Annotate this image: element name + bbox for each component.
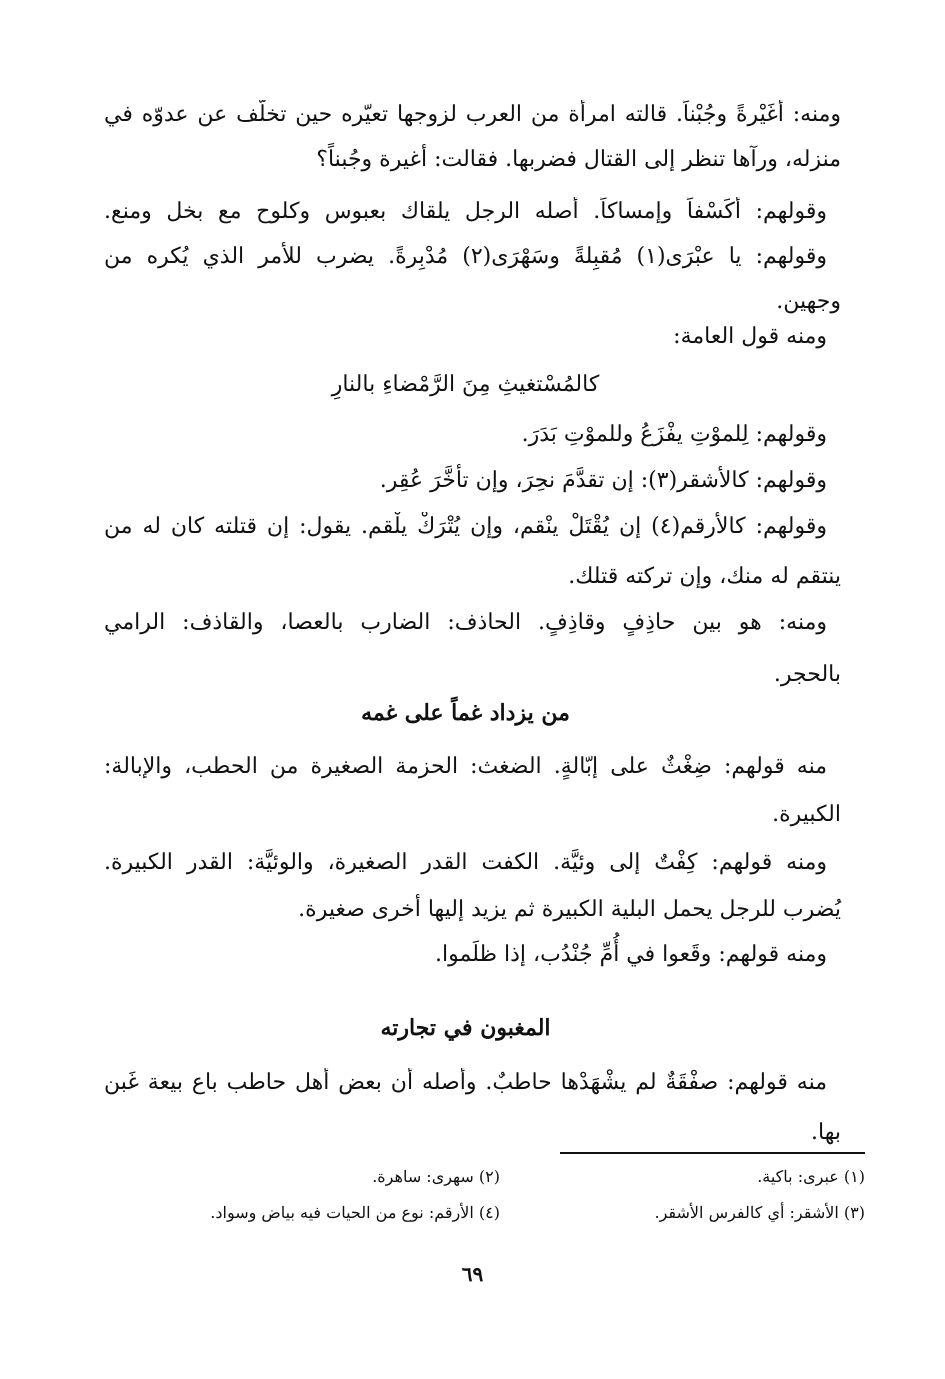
text-line: وقولهم: لِلموْتِ يفْزَعُ وللموْتِ بَدَرَ. — [521, 422, 827, 447]
text-line: الكبيرة. — [772, 802, 841, 827]
text-line: ومنه قولهم: وقَعوا في أُمِّ جُنْدُب، إذا ظلَموا. — [435, 942, 827, 967]
text-line: ومنه قول العامة: — [673, 324, 827, 349]
text-line: ومنه قولهم: كِفْتٌ إلى وئيَّة. الكفت القدر الصغيرة، والوئيَّة: القدر الكبيرة. — [104, 850, 827, 875]
text-line: بها. — [811, 1120, 841, 1145]
text-line: منه قولهم: ضِغْثٌ على إبّالةٍ. الضغث: الحزمة الصغيرة من الحطب، والإبالة: — [104, 754, 827, 779]
footnote: (٤) الأرقم: نوع من الحيات فيه بياض وسواد. — [210, 1203, 500, 1222]
verse-line: كالمُسْتغيثِ مِنَ الرَّمْضاءِ بالنارِ — [331, 372, 600, 397]
text-line: وقولهم: أكَسْفاً وإمساكاً. أصله الرجل يلقاك بعبوس وكلوح مع بخل ومنع. — [104, 199, 827, 224]
text-line: بالحجر. — [773, 662, 841, 687]
text-line: وقولهم: كالأشقر(٣): إن تقدَّمَ نحِرَ، وإن تأخَّرَ عُقِر. — [379, 468, 827, 493]
text-line: ومنه: أغَيْرةً وجُبْناً. قالته امرأة من العرب لزوجها تعيّره حين تخلّف عن عدوّه في — [104, 102, 841, 127]
footnote: (٣) الأشقر: أي كالفرس الأشقر. — [654, 1203, 865, 1222]
footnote: (٢) سهرى: ساهرة. — [372, 1167, 500, 1186]
text-line: ومنه: هو بين حاذِفٍ وقاذِفٍ. الحاذف: الضارب بالعصا، والقاذف: الرامي — [104, 610, 827, 635]
text-line: وقولهم: يا عبْرَى(١) مُقبِلةً وسَهْرَى(٢) مُدْبِرةً. يضرب للأمر الذي يُكره من — [104, 244, 827, 269]
text-line: ينتقم له منك، وإن تركته قتلك. — [568, 564, 841, 589]
footnote: (١) عبرى: باكية. — [757, 1167, 865, 1186]
section-heading: من يزداد غماً على غمه — [361, 700, 570, 726]
footnote-rule — [560, 1152, 865, 1154]
text-line: يُضرب للرجل يحمل البلية الكبيرة ثم يزيد إليها أخرى صغيرة. — [298, 897, 841, 922]
text-line: وجهين. — [776, 289, 841, 314]
section-heading: المغبون في تجارته — [380, 1015, 551, 1041]
page-number: ٦٩ — [461, 1262, 484, 1286]
text-line: منزله، ورآها تنظر إلى القتال فضربها. فقالت: أغيرة وجُبناً؟ — [316, 147, 841, 172]
text-line: وقولهم: كالأرقم(٤) إن يُقْتَلْ ينْقم، وإن يُتْرَكْ يلْقم. يقول: إن قتلته كان له من — [104, 514, 827, 539]
text-line: منه قولهم: صفْقَةٌ لم يشْهَدْها حاطبٌ. وأصله أن بعض أهل حاطب باع بيعة غَبن — [104, 1070, 827, 1095]
